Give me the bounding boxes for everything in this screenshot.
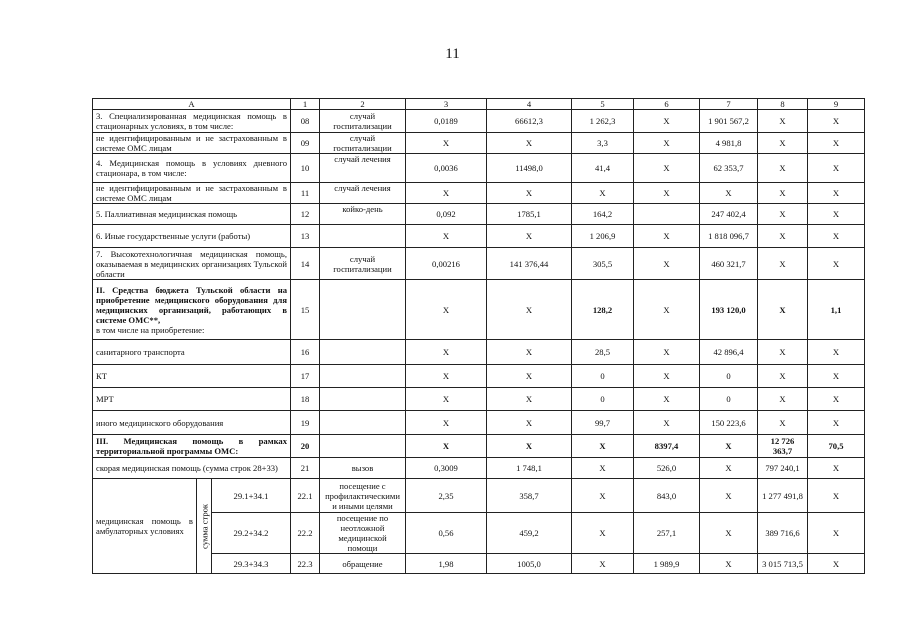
table-cell: 42 896,4 <box>700 340 758 365</box>
table-cell <box>320 435 406 458</box>
table-cell: 305,5 <box>572 248 634 280</box>
table-row <box>93 225 865 248</box>
table-cell: Х <box>634 225 700 248</box>
table-cell: Х <box>572 183 634 204</box>
table-cell: 08 <box>291 110 320 133</box>
table-cell <box>320 365 406 388</box>
table-cell: 0 <box>700 365 758 388</box>
table-row <box>93 154 865 183</box>
table-cell: 22.2 <box>291 513 320 554</box>
table-row <box>93 204 865 225</box>
row-label: МРТ <box>93 388 291 411</box>
table-cell: 1,1 <box>808 280 865 340</box>
column-header: 6 <box>634 99 700 110</box>
column-header: 3 <box>406 99 487 110</box>
table-row <box>93 365 865 388</box>
table-row <box>93 479 865 513</box>
table-cell: 247 402,4 <box>700 204 758 225</box>
table-row <box>93 248 865 280</box>
table-row <box>93 183 865 204</box>
table-cell: 10 <box>291 154 320 183</box>
table-cell: 797 240,1 <box>758 458 808 479</box>
table-cell: 16 <box>291 340 320 365</box>
table-cell: Х <box>758 248 808 280</box>
table-cell: Х <box>808 365 865 388</box>
table-cell: 8397,4 <box>634 435 700 458</box>
table-cell: Х <box>758 154 808 183</box>
row-label: III. Медицинская помощь в рамках территориальной программы ОМС: <box>93 435 291 458</box>
table-cell: 11 <box>291 183 320 204</box>
table-cell: 3,3 <box>572 133 634 154</box>
table-cell: 09 <box>291 133 320 154</box>
table-cell: 0 <box>572 388 634 411</box>
table-cell: Х <box>634 248 700 280</box>
row-label: не идентифицированным и не застрахованным в системе ОМС лицам <box>93 183 291 204</box>
table-cell: Х <box>406 183 487 204</box>
page-number: 11 <box>445 46 460 62</box>
table-cell: Х <box>487 280 572 340</box>
table-cell: Х <box>808 133 865 154</box>
table-cell: 526,0 <box>634 458 700 479</box>
table-cell: 0,56 <box>406 513 487 554</box>
header-row <box>93 99 865 110</box>
table-cell: Х <box>808 554 865 574</box>
table-cell: Х <box>487 340 572 365</box>
table-cell: случай лечения <box>320 183 406 204</box>
table-cell: 164,2 <box>572 204 634 225</box>
table-cell: 13 <box>291 225 320 248</box>
row-label <box>93 280 291 340</box>
column-header: 5 <box>572 99 634 110</box>
table-cell: Х <box>634 411 700 435</box>
table-cell: 66612,3 <box>487 110 572 133</box>
row-formula: 29.3+34.3 <box>212 554 291 574</box>
table-row <box>93 411 865 435</box>
table-cell: 3 015 713,5 <box>758 554 808 574</box>
table-cell: 389 716,6 <box>758 513 808 554</box>
table-cell: Х <box>572 435 634 458</box>
table-cell: посещение с профилактическими и иными целями <box>320 479 406 513</box>
column-header: 2 <box>320 99 406 110</box>
column-header: 7 <box>700 99 758 110</box>
table-cell: Х <box>700 513 758 554</box>
table-row <box>93 133 865 154</box>
table-cell: 2,35 <box>406 479 487 513</box>
table-cell: 141 376,44 <box>487 248 572 280</box>
table-cell: 28,5 <box>572 340 634 365</box>
table-cell <box>634 204 700 225</box>
table-cell: 14 <box>291 248 320 280</box>
table-cell: 460 321,7 <box>700 248 758 280</box>
table-cell: Х <box>487 365 572 388</box>
table-cell <box>320 411 406 435</box>
table-cell: Х <box>572 513 634 554</box>
table-cell: Х <box>808 458 865 479</box>
column-header: 9 <box>808 99 865 110</box>
table-cell: 20 <box>291 435 320 458</box>
column-header: А <box>93 99 291 110</box>
table-cell: 257,1 <box>634 513 700 554</box>
table-cell: 70,5 <box>808 435 865 458</box>
section-title: II. Средства бюджета Тульской области на приобретение медицинского оборудования для медицинских организаций, работающих в системе ОМС**, <box>96 284 287 325</box>
table-row <box>93 458 865 479</box>
row-label: 3. Специализированная медицинская помощь в стационарных условиях, в том числе: <box>93 110 291 133</box>
table-cell: Х <box>808 183 865 204</box>
table-cell: Х <box>634 183 700 204</box>
table-cell: 1785,1 <box>487 204 572 225</box>
row-label: санитарного транспорта <box>93 340 291 365</box>
table-cell: Х <box>808 513 865 554</box>
table-cell: Х <box>487 133 572 154</box>
table-row <box>93 435 865 458</box>
table-cell: вызов <box>320 458 406 479</box>
table-cell: Х <box>406 388 487 411</box>
table-cell: 358,7 <box>487 479 572 513</box>
table-cell: Х <box>758 365 808 388</box>
table-cell: 19 <box>291 411 320 435</box>
table-cell: Х <box>808 340 865 365</box>
row-label: 5. Паллиативная медицинская помощь <box>93 204 291 225</box>
table-cell: Х <box>406 133 487 154</box>
table-cell: Х <box>758 280 808 340</box>
table-cell: Х <box>758 183 808 204</box>
table-cell: Х <box>758 411 808 435</box>
table-cell: 193 120,0 <box>700 280 758 340</box>
table-cell: Х <box>758 204 808 225</box>
table-cell: Х <box>758 340 808 365</box>
table-cell: Х <box>808 388 865 411</box>
table-cell: Х <box>487 411 572 435</box>
table-cell: 1 262,3 <box>572 110 634 133</box>
table-cell: посещение по неотложной медицинской помощи <box>320 513 406 554</box>
table-cell <box>320 280 406 340</box>
table-cell: Х <box>487 183 572 204</box>
table-cell: 1,98 <box>406 554 487 574</box>
table-cell: Х <box>634 133 700 154</box>
table-cell: Х <box>572 554 634 574</box>
table-cell: обращение <box>320 554 406 574</box>
table-cell <box>320 340 406 365</box>
table-cell: 99,7 <box>572 411 634 435</box>
table-cell: Х <box>406 340 487 365</box>
table-cell: 0,0036 <box>406 154 487 183</box>
table-cell: Х <box>758 133 808 154</box>
table-row <box>93 388 865 411</box>
column-header: 1 <box>291 99 320 110</box>
row-label: медицинская помощь в амбулаторных условиях <box>93 479 197 574</box>
table-cell: 22.1 <box>291 479 320 513</box>
table-cell: Х <box>808 225 865 248</box>
column-header: 8 <box>758 99 808 110</box>
table-cell: 1 277 491,8 <box>758 479 808 513</box>
table-cell: Х <box>808 204 865 225</box>
table-cell: Х <box>406 365 487 388</box>
table-cell: Х <box>808 411 865 435</box>
table-cell: 11498,0 <box>487 154 572 183</box>
row-formula: 29.1+34.1 <box>212 479 291 513</box>
table-cell: 12 <box>291 204 320 225</box>
table-cell: Х <box>700 183 758 204</box>
table-cell: 21 <box>291 458 320 479</box>
table-cell: 843,0 <box>634 479 700 513</box>
table-cell: койко-день <box>320 204 406 225</box>
table-cell: 1 901 567,2 <box>700 110 758 133</box>
table-cell: Х <box>634 388 700 411</box>
table-cell: Х <box>487 388 572 411</box>
table-cell: 1 818 096,7 <box>700 225 758 248</box>
vertical-label: сумма строк <box>197 479 212 574</box>
table-cell: Х <box>572 458 634 479</box>
row-label: иного медицинского оборудования <box>93 411 291 435</box>
table-cell: Х <box>808 248 865 280</box>
table-cell: Х <box>808 479 865 513</box>
table-cell: 62 353,7 <box>700 154 758 183</box>
table-cell: Х <box>406 435 487 458</box>
table-cell: 1 989,9 <box>634 554 700 574</box>
table-cell: Х <box>700 458 758 479</box>
table-cell: Х <box>700 435 758 458</box>
row-label: КТ <box>93 365 291 388</box>
table-cell <box>320 225 406 248</box>
column-header: 4 <box>487 99 572 110</box>
table-cell: 1005,0 <box>487 554 572 574</box>
table-cell: Х <box>808 154 865 183</box>
table-cell: Х <box>700 554 758 574</box>
table-cell: Х <box>758 110 808 133</box>
table-cell: случай госпитализации <box>320 248 406 280</box>
table-cell: 12 726 363,7 <box>758 435 808 458</box>
table-cell: 459,2 <box>487 513 572 554</box>
table-cell: Х <box>406 411 487 435</box>
table-cell: Х <box>572 479 634 513</box>
table-row <box>93 280 865 340</box>
table-cell: Х <box>634 340 700 365</box>
table-cell: Х <box>634 365 700 388</box>
table-cell: 4 981,8 <box>700 133 758 154</box>
table-cell: 1 206,9 <box>572 225 634 248</box>
table-cell: 0,3009 <box>406 458 487 479</box>
table-cell: 1 748,1 <box>487 458 572 479</box>
table-cell: Х <box>487 225 572 248</box>
row-label: не идентифицированным и не застрахованным в системе ОМС лицам <box>93 133 291 154</box>
table-cell: Х <box>700 479 758 513</box>
row-label: 4. Медицинская помощь в условиях дневного стационара, в том числе: <box>93 154 291 183</box>
table-cell: Х <box>406 225 487 248</box>
table-cell: 0,00216 <box>406 248 487 280</box>
table-cell: случай лечения <box>320 154 406 183</box>
table-cell: Х <box>758 225 808 248</box>
table-cell: Х <box>487 435 572 458</box>
table-cell: 17 <box>291 365 320 388</box>
section-subtitle: в том числе на приобретение: <box>96 324 205 335</box>
table-cell: Х <box>634 280 700 340</box>
table-cell: 128,2 <box>572 280 634 340</box>
table-cell: Х <box>634 154 700 183</box>
table-cell: Х <box>758 388 808 411</box>
table-cell: Х <box>406 280 487 340</box>
row-label: скорая медицинская помощь (сумма строк 28+33) <box>93 458 291 479</box>
table-cell: случай госпитализации <box>320 133 406 154</box>
table-cell: 41,4 <box>572 154 634 183</box>
table-cell: 15 <box>291 280 320 340</box>
table-cell: Х <box>634 110 700 133</box>
table-cell <box>320 388 406 411</box>
table-cell: 0 <box>700 388 758 411</box>
row-label: 6. Иные государственные услуги (работы) <box>93 225 291 248</box>
table-cell: 0,0189 <box>406 110 487 133</box>
table-cell: случай госпитализации <box>320 110 406 133</box>
row-label: 7. Высокотехнологичная медицинская помощь, оказываемая в медицинских организациях Тульской области <box>93 248 291 280</box>
table-cell: 150 223,6 <box>700 411 758 435</box>
table-cell: 0,092 <box>406 204 487 225</box>
table-cell: 18 <box>291 388 320 411</box>
table-cell: 0 <box>572 365 634 388</box>
table-cell: Х <box>808 110 865 133</box>
row-formula: 29.2+34.2 <box>212 513 291 554</box>
table-row <box>93 110 865 133</box>
table-cell: 22.3 <box>291 554 320 574</box>
financing-table <box>92 98 865 574</box>
table-row <box>93 340 865 365</box>
